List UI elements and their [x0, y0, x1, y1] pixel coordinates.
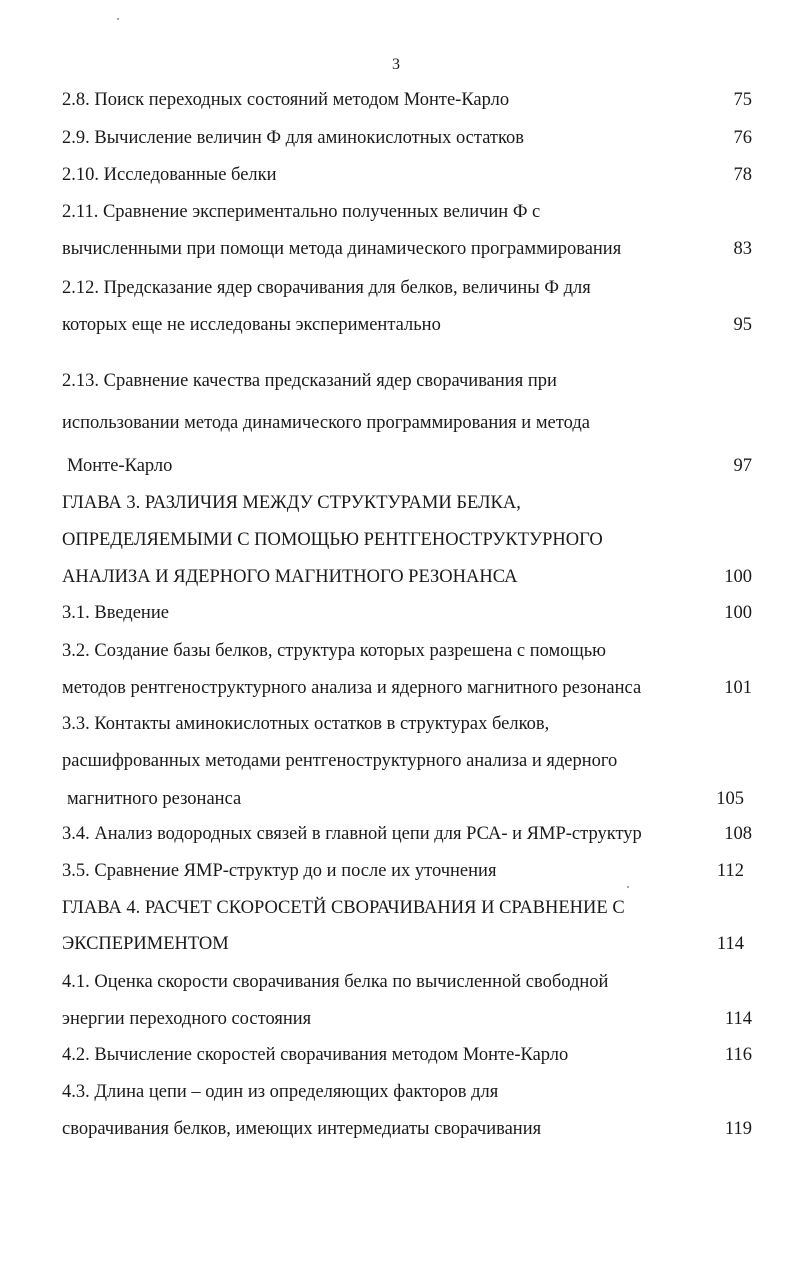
- toc-entry-text: ЭКСПЕРИМЕНТОМ: [62, 934, 229, 954]
- toc-page-number: 114: [716, 934, 744, 954]
- toc-page-number: 78: [733, 165, 752, 185]
- toc-line: [62, 931, 752, 957]
- toc-page-number: 100: [724, 603, 752, 623]
- toc-entry-text: энергии переходного состояния: [62, 1009, 312, 1029]
- toc-entry-text: магнитного резонанса: [67, 789, 242, 809]
- toc-line: [62, 199, 752, 225]
- toc-entry-text: 3.5. Сравнение ЯМР-структур до и после их уточнения: [62, 861, 497, 881]
- toc-line: [62, 895, 752, 921]
- toc-entry-text: 3.4. Анализ водородных связей в главной цепи для РСА- и ЯМР-структур: [62, 824, 642, 844]
- toc-entry-text: ГЛАВА 4. РАСЧЕТ СКОРОСЕТЙ СВОРАЧИВАНИЯ И СРАВНЕНИЕ С: [62, 898, 625, 918]
- toc-line: [62, 821, 752, 847]
- toc-line: [62, 275, 752, 301]
- toc-entry-text: 4.1. Оценка скорости сворачивания белка по вычисленной свободной: [62, 972, 609, 992]
- toc-line: [62, 162, 752, 188]
- toc-entry-text: 2.8. Поиск переходных состояний методом Монте-Карло: [62, 90, 510, 110]
- scan-speck: [627, 886, 629, 888]
- toc-entry-text: 2.12. Предсказание ядер сворачивания для белков, величины Ф для: [62, 278, 591, 298]
- toc-entry-text: 2.9. Вычисление величин Ф для аминокислотных остатков: [62, 128, 525, 148]
- toc-entry-text: 2.11. Сравнение экспериментально полученных величин Ф с: [62, 202, 541, 222]
- toc-entry-text: 3.2. Создание базы белков, структура которых разрешена с помощью: [62, 641, 606, 661]
- toc-page-number: 101: [724, 678, 752, 698]
- toc-page-number: 95: [733, 315, 752, 335]
- toc-page-number: 76: [733, 128, 752, 148]
- toc-page-number: 105: [716, 789, 744, 809]
- toc-entry-text: вычисленными при помощи метода динамического программирования: [62, 239, 622, 259]
- toc-entry-text: 4.2. Вычисление скоростей сворачивания методом Монте-Карло: [62, 1045, 569, 1065]
- toc-entry-text: сворачивания белков, имеющих интермедиаты сворачивания: [62, 1119, 542, 1139]
- toc-line: [62, 490, 752, 516]
- toc-entry-text: 3.1. Введение: [62, 603, 169, 623]
- toc-line: [62, 564, 752, 590]
- toc-line: [62, 527, 752, 553]
- toc-page-number: 108: [724, 824, 752, 844]
- toc-entry-text: 2.10. Исследованные белки: [62, 165, 277, 185]
- toc-line: [62, 1116, 752, 1142]
- toc-page-number: 83: [733, 239, 752, 259]
- toc-entry-text: 4.3. Длина цепи – один из определяющих факторов для: [62, 1082, 499, 1102]
- toc-page-number: 116: [724, 1045, 752, 1065]
- toc-line: [62, 1006, 752, 1032]
- toc-page-number: 97: [733, 456, 752, 476]
- toc-line: [62, 969, 752, 995]
- toc-line: [62, 748, 752, 774]
- toc-entry-text: 2.13. Сравнение качества предсказаний ядер сворачивания при: [62, 371, 557, 391]
- toc-page-number: 112: [716, 861, 744, 881]
- toc-line: [62, 1079, 752, 1105]
- toc-line: [62, 786, 752, 812]
- toc-line: [62, 87, 752, 113]
- toc-line: [62, 600, 752, 626]
- toc-line: [62, 675, 752, 701]
- toc-entry-text: использовании метода динамического программирования и метода: [62, 413, 590, 433]
- toc-line: [62, 410, 752, 436]
- toc-entry-text: расшифрованных методами рентгеноструктурного анализа и ядерного: [62, 751, 618, 771]
- toc-entry-text: ГЛАВА 3. РАЗЛИЧИЯ МЕЖДУ СТРУКТУРАМИ БЕЛКА,: [62, 493, 521, 513]
- toc-entry-text: Монте-Карло: [67, 456, 173, 476]
- scan-speck: [117, 18, 119, 20]
- toc-entry-text: которых еще не исследованы экспериментально: [62, 315, 441, 335]
- toc-line: [62, 312, 752, 338]
- toc-line: [62, 1042, 752, 1068]
- toc-line: [62, 236, 752, 262]
- toc-line: [62, 453, 752, 479]
- page-number: 3: [392, 56, 400, 73]
- toc-line: [62, 125, 752, 151]
- toc-entry-text: 3.3. Контакты аминокислотных остатков в структурах белков,: [62, 714, 550, 734]
- toc-entry-text: АНАЛИЗА И ЯДЕРНОГО МАГНИТНОГО РЕЗОНАНСА: [62, 567, 518, 587]
- toc-page-number: 75: [733, 90, 752, 110]
- toc-entry-text: ОПРЕДЕЛЯЕМЫМИ С ПОМОЩЬЮ РЕНТГЕНОСТРУКТУРНОГО: [62, 530, 603, 550]
- toc-line: [62, 368, 752, 394]
- toc-line: [62, 711, 752, 737]
- toc-line: [62, 638, 752, 664]
- toc-page-number: 119: [724, 1119, 752, 1139]
- toc-page-number: 114: [724, 1009, 752, 1029]
- toc-line: [62, 858, 752, 884]
- toc-entry-text: методов рентгеноструктурного анализа и ядерного магнитного резонанса: [62, 678, 642, 698]
- toc-page-number: 100: [724, 567, 752, 587]
